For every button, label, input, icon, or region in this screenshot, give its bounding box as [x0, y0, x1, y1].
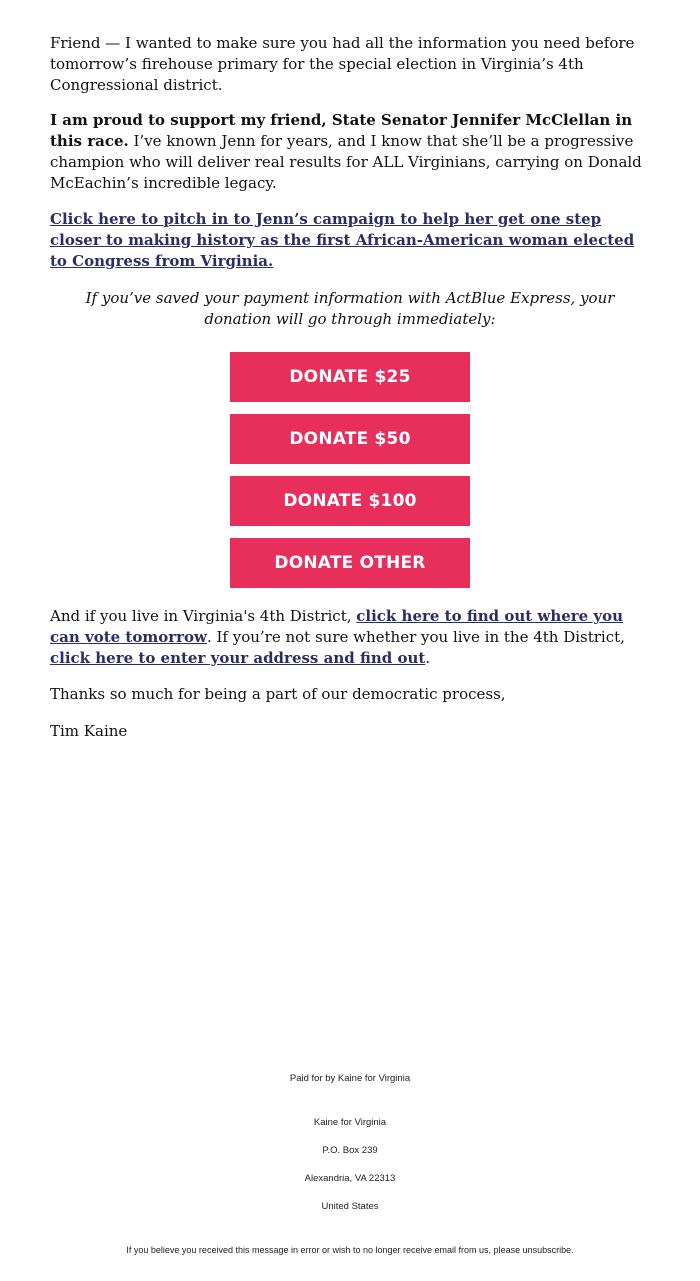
donate-25-button[interactable]: DONATE $25: [230, 352, 470, 402]
footer-paid-for: Paid for by Kaine for Virginia: [289, 1073, 411, 1084]
actblue-express-note: If you’ve saved your payment information with ActBlue Express, your donation will go through immediately:: [85, 289, 615, 328]
donate-other-button[interactable]: DONATE OTHER: [230, 538, 470, 588]
voting-paragraph: [50, 606, 650, 669]
voting-text-c: .: [425, 649, 431, 667]
email-body: [50, 33, 650, 742]
polling-place-link[interactable]: click here to find out where you can vote tomorrow: [50, 607, 624, 646]
support-paragraph: [50, 110, 650, 194]
footer-unsubscribe-text[interactable]: If you believe you received this message in error or wish to no longer receive email from us, please unsubscribe.: [126, 1245, 574, 1255]
footer-po-box: P.O. Box 239: [322, 1145, 378, 1156]
support-text: I’ve known Jenn for years, and I know that she’ll be a progressive champion who will deliver real results for ALL Virginians, carrying on Donald McEachin’s incredible legacy.: [50, 132, 642, 192]
voting-text-b: . If you’re not sure whether you live in the 4th District,: [206, 628, 625, 646]
donate-100-button[interactable]: DONATE $100: [230, 476, 470, 526]
closing-line: Thanks so much for being a part of our democratic process,: [50, 685, 506, 703]
campaign-donate-link[interactable]: Click here to pitch in to Jenn’s campaign to help her get one step closer to making history as the first African-American woman elected to Congress from Virginia.: [50, 210, 635, 270]
donate-button-group: [230, 352, 470, 588]
footer-org-name: Kaine for Virginia: [313, 1117, 387, 1128]
support-bold-text: I am proud to support my friend, State Senator Jennifer McClellan in this race.: [50, 111, 633, 150]
intro-paragraph: Friend — I wanted to make sure you had all the information you need before tomorrow’s firehouse primary for the special election in Virginia’s 4th Congressional district.: [50, 34, 635, 94]
signature: Tim Kaine: [50, 722, 128, 740]
address-lookup-link[interactable]: click here to enter your address and find out: [50, 649, 426, 667]
footer-country: United States: [321, 1201, 379, 1212]
donate-50-button[interactable]: DONATE $50: [230, 414, 470, 464]
voting-text-a: And if you live in Virginia's 4th District,: [50, 607, 357, 625]
footer-city: Alexandria, VA 22313: [304, 1173, 396, 1184]
campaign-link-paragraph: [50, 209, 650, 272]
